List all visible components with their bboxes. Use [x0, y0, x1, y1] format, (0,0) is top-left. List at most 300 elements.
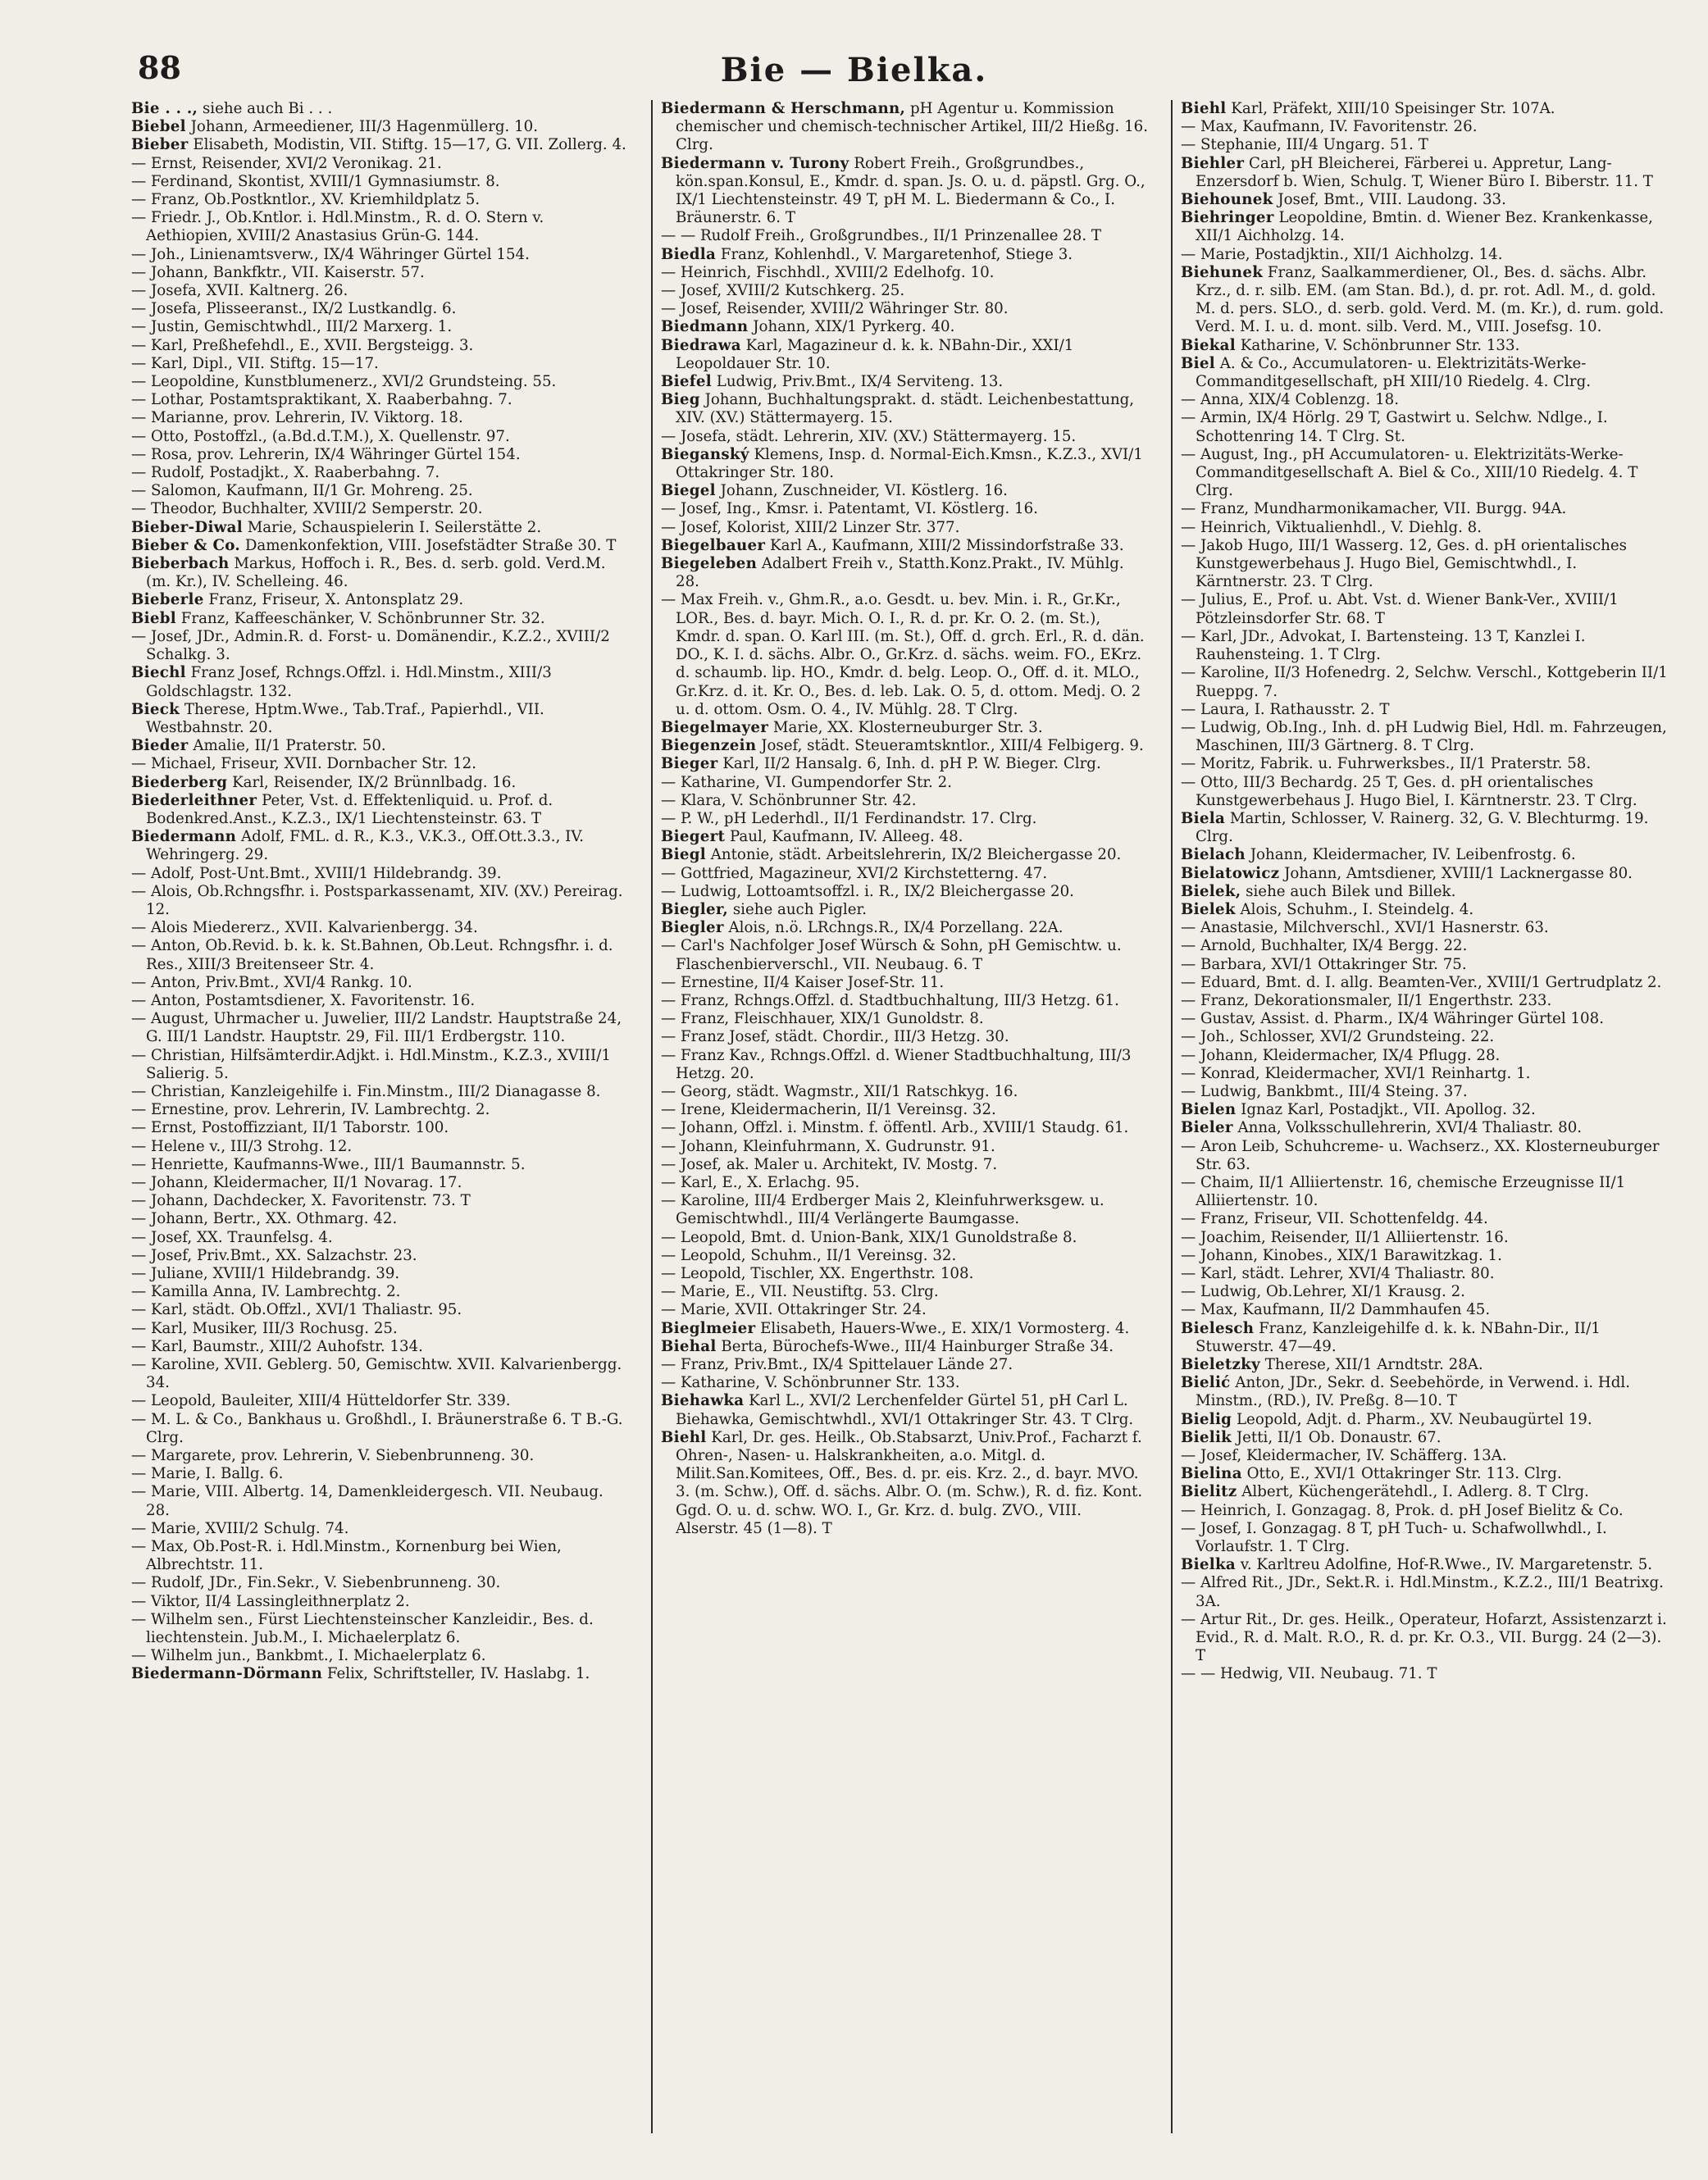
entry-headword: Biekal	[1181, 336, 1236, 354]
entry-text: — Max, Ob.Post-R. i. Hdl.Minstm., Kornenburg bei Wien, Albrechtstr. 11.	[131, 1538, 562, 1574]
entry-headword: Biehl	[1181, 100, 1227, 117]
entry-headword: Biederberg	[131, 773, 228, 791]
directory-entry	[1181, 1665, 1668, 1683]
entry-headword: Biegenzein	[661, 737, 757, 755]
directory-entry	[131, 373, 628, 391]
entry-text: Leopoldine, Bmtin. d. Wiener Bez. Krankenkasse, XII/1 Aichholzg. 14.	[1196, 209, 1653, 245]
entry-headword: Biegl	[661, 846, 706, 864]
entry-headword: Biegler,	[661, 900, 729, 918]
entry-text: — Anastasie, Milchverschl., XVI/1 Hasnerstr. 63.	[1181, 919, 1549, 937]
entry-headword: Biegeleben	[661, 555, 758, 573]
entry-text: Josef, städt. Steueramtskntlor., XIII/4 Felbigerg. 9.	[756, 737, 1144, 755]
directory-entry	[1181, 1447, 1668, 1465]
entry-headword: Biehler	[1181, 154, 1245, 172]
directory-entry	[661, 974, 1148, 992]
entry-text: — Christian, Hilfsämterdir.Adjkt. i. Hdl.Minstm., K.Z.3., XVIII/1 Salierig. 5.	[131, 1046, 611, 1082]
directory-entry	[661, 100, 1148, 155]
directory-entry	[661, 373, 1148, 391]
directory-entry	[1181, 1574, 1668, 1610]
entry-headword: Bielik	[1181, 1428, 1232, 1446]
entry-text: — Leopold, Tischler, XX. Engerthstr. 108.	[661, 1265, 974, 1282]
entry-text: — Alois, Ob.Rchngsfhr. i. Postsparkassenamt, XIV. (XV.) Pereirag. 12.	[131, 882, 623, 918]
entry-text: — Chaim, II/1 Alliiertenstr. 16, chemische Erzeugnisse II/1 Alliiertenstr. 10.	[1181, 1173, 1626, 1210]
entry-text: — Joachim, Reisender, II/1 Alliiertenstr. 16.	[1181, 1228, 1509, 1246]
directory-entry	[131, 774, 628, 792]
entry-headword: Bieber & Co.	[131, 536, 241, 554]
entry-text: Alois, n.ö. LRchngs.R., IX/4 Porzellang. 22A.	[723, 919, 1064, 937]
page-number: 88	[138, 49, 181, 86]
entry-text: — Laura, I. Rathausstr. 2. T	[1181, 700, 1390, 718]
directory-entry	[1181, 1028, 1668, 1046]
directory-entry	[131, 136, 628, 154]
entry-text: Johann, Armeediener, III/3 Hagenmüllerg. 10.	[185, 118, 539, 136]
directory-entry	[661, 1028, 1148, 1046]
directory-entry	[661, 737, 1148, 755]
entry-text: — Alfred Rit., JDr., Sekt.R. i. Hdl.Minstm., K.Z.2., III/1 Beatrixg. 3A.	[1181, 1574, 1664, 1610]
entry-text: — Jakob Hugo, III/1 Wasserg. 12, Ges. d. pH orientalisches Kunstgewerbehaus J. Hugo Biel, Gemischtwhdl., I. Kärntnerstr. 23. T Clrg.	[1181, 536, 1627, 591]
entry-text: Franz, Saalkammerdiener, Ol., Bes. d. sächs. Albr. Krz., d. r. silb. EM. (am Stan. Bd.), d. pr. rot. Adl. M., d. gold. M. d. pers. SLO., d. serb. gold. Verd. M. (m. Kr.), d. rum. gold. Verd. M. I. u. d. mont. silb. Verd. M., VIII. Josefsg. 10.	[1196, 263, 1665, 336]
directory-entry	[1181, 1065, 1668, 1083]
directory-entry	[661, 883, 1148, 901]
entry-text: Peter, Vst. d. Effektenliquid. u. Prof. d. Bodenkred.Anst., K.Z.3., IX/1 Liechtensteinstr. 63. T	[146, 791, 553, 827]
entry-text: — Ludwig, Ob.Ing., Inh. d. pH Ludwig Biel, Hdl. m. Fahrzeugen, Maschinen, III/3 Gärtnerg. 8. T Clrg.	[1181, 718, 1667, 755]
entry-headword: Biehringer	[1181, 209, 1274, 227]
directory-entry	[131, 1320, 628, 1338]
directory-entry	[1181, 100, 1668, 118]
entry-headword: Biedermann v. Turony	[661, 154, 849, 172]
directory-entry	[1181, 519, 1668, 537]
directory-entry	[131, 1356, 628, 1392]
directory-entry	[661, 719, 1148, 737]
directory-entry	[131, 1247, 628, 1265]
entry-text: — Johann, Kinobes., XIX/1 Barawitzkag. 1.	[1181, 1246, 1502, 1264]
directory-entry	[661, 428, 1148, 446]
entry-text: — Gottfried, Magazineur, XVI/2 Kirchstetterng. 47.	[661, 864, 1048, 882]
entry-text: — Johann, Bertr., XX. Othmarg. 42.	[131, 1210, 398, 1228]
directory-entry	[1181, 1210, 1668, 1228]
entry-text: — Karl, JDr., Advokat, I. Bartensteing. 13 T, Kanzlei I. Rauhensteing. 1. T Clrg.	[1181, 627, 1586, 664]
directory-entry	[131, 1538, 628, 1574]
directory-entry	[131, 173, 628, 191]
directory-entry	[661, 865, 1148, 883]
entry-headword: Biedmann	[661, 318, 749, 336]
entry-text: — Katharine, VI. Gumpendorfer Str. 2.	[661, 773, 952, 791]
directory-entry	[131, 300, 628, 318]
entry-headword: Bieber	[131, 136, 189, 154]
entry-headword: Bielina	[1181, 1465, 1242, 1483]
entry-text: — Johann, Dachdecker, X. Favoritenstr. 73. T	[131, 1192, 471, 1210]
directory-entry	[661, 1374, 1148, 1392]
entry-text: — Franz Kav., Rchngs.Offzl. d. Wiener Stadtbuchhaltung, III/3 Hetzg. 20.	[661, 1046, 1132, 1082]
directory-entry	[131, 191, 628, 209]
entry-text: — Max, Kaufmann, IV. Favoritenstr. 26.	[1181, 118, 1478, 136]
directory-entry	[131, 865, 628, 883]
directory-entry	[661, 1010, 1148, 1028]
directory-entry	[131, 446, 628, 464]
directory-entry	[661, 1156, 1148, 1174]
entry-text: — Johann, Bankfktr., VII. Kaiserstr. 57.	[131, 263, 425, 281]
directory-entry	[661, 1229, 1148, 1247]
entry-text: Johann, Buchhaltungsprakt. d. städt. Leichenbestattung, XIV. (XV.) Stättermayerg. 15.	[676, 391, 1135, 427]
directory-entry	[131, 391, 628, 409]
entry-text: Jetti, II/1 Ob. Donaustr. 67.	[1232, 1428, 1442, 1446]
entry-text: — Franz, Mundharmonikamacher, VII. Burgg. 94A.	[1181, 500, 1567, 518]
entry-text: — Klara, V. Schönbrunner Str. 42.	[661, 791, 917, 809]
entry-text: — Theodor, Buchhalter, XVIII/2 Semperstr. 20.	[131, 500, 483, 518]
entry-headword: Bieberbach	[131, 555, 230, 573]
entry-headword: Bielen	[1181, 1101, 1237, 1119]
directory-entry	[661, 1338, 1148, 1356]
entry-text: — — Rudolf Freih., Großgrundbes., II/1 Prinzenallee 28. T	[661, 227, 1102, 245]
entry-text: — Helene v., III/3 Strohg. 12.	[131, 1137, 353, 1155]
entry-text: — Julius, E., Prof. u. Abt. Vst. d. Wiener Bank-Ver., XVIII/1 Pötzleinsdorfer Str. 68. T	[1181, 591, 1619, 627]
entry-text: — Ferdinand, Skontist, XVIII/1 Gymnasiumstr. 8.	[131, 172, 500, 190]
entry-text: Therese, Hptm.Wwe., Tab.Traf., Papierhdl., VII. Westbahnstr. 20.	[146, 700, 544, 736]
entry-text: Robert Freih., Großgrundbes., kön.span.Konsul, E., Kmdr. d. span. Js. O. u. d. päpstl. Grg. O., IX/1 Liechtensteinstr. 49 T, pH M. L. Biedermann & Co., I. Bräunerstr. 6. T	[676, 154, 1145, 227]
entry-text: — Eduard, Bmt. d. I. allg. Beamten-Ver., XVIII/1 Gertrudplatz 2.	[1181, 973, 1662, 991]
entry-text: Karl L., XVI/2 Lerchenfelder Gürtel 51, pH Carl L. Biehawka, Gemischtwhdl., XVI/1 Ottakringer Str. 43. T Clrg.	[676, 1392, 1134, 1428]
entry-text: Karl, Magazineur d. k. k. NBahn-Dir., XXI/1 Leopoldauer Str. 10.	[676, 336, 1074, 372]
entry-text: — Karoline, XVII. Geblerg. 50, Gemischtw. XVII. Kalvarienbergg. 34.	[131, 1356, 622, 1392]
entry-text: Johann, Amtsdiener, XVIII/1 Lacknergasse 80.	[1279, 864, 1633, 882]
directory-entry	[661, 1392, 1148, 1428]
directory-entry	[661, 318, 1148, 336]
directory-entry	[661, 391, 1148, 427]
entry-headword: Biegelmayer	[661, 718, 769, 736]
entry-text: — Salomon, Kaufmann, II/1 Gr. Mohreng. 25.	[131, 482, 473, 500]
entry-headword: Bieger	[661, 755, 718, 773]
directory-entry	[661, 846, 1148, 864]
directory-entry	[131, 664, 628, 700]
entry-headword: Bieglmeier	[661, 1319, 756, 1337]
entry-text: — Joh., Schlosser, XVI/2 Grundsteing. 22.	[1181, 1028, 1495, 1046]
directory-entry	[131, 883, 628, 919]
directory-entry	[1181, 500, 1668, 518]
entry-text: — Michael, Friseur, XVII. Dornbacher Str. 12.	[131, 755, 477, 773]
directory-entry	[131, 500, 628, 518]
entry-text: Franz Josef, Rchngs.Offzl. i. Hdl.Minstm., XIII/3 Goldschlagstr. 132.	[146, 664, 552, 700]
entry-headword: Bielić	[1181, 1374, 1231, 1392]
entry-text: — Karoline, II/3 Hofenedrg. 2, Selchw. Verschl., Kottgeberin II/1 Rueppg. 7.	[1181, 664, 1668, 700]
directory-entry	[131, 1229, 628, 1247]
directory-entry	[131, 1392, 628, 1410]
directory-entry	[1181, 1174, 1668, 1210]
directory-entry	[131, 246, 628, 264]
entry-text: Anton, JDr., Sekr. d. Seebehörde, in Verwend. i. Hdl. Minstm., (RD.), IV. Preßg. 8—10. T	[1196, 1374, 1631, 1410]
directory-entry	[131, 1447, 628, 1465]
entry-text: — Wilhelm jun., Bankbmt., I. Michaelerplatz 6.	[131, 1647, 486, 1665]
directory-entry	[131, 100, 628, 118]
directory-entry	[661, 919, 1148, 937]
directory-entry	[661, 774, 1148, 792]
entry-headword: Biegel	[661, 482, 716, 500]
entry-text: Johann, Kleidermacher, IV. Leibenfrostg. 6.	[1245, 846, 1576, 864]
directory-entry	[131, 1483, 628, 1519]
entry-text: — Christian, Kanzleigehilfe i. Fin.Minstm., III/2 Dianagasse 8.	[131, 1082, 601, 1100]
entry-text: — Ludwig, Lottoamtsoffzl. i. R., IX/2 Bleichergasse 20.	[661, 882, 1074, 900]
directory-entry	[661, 937, 1148, 973]
directory-entry	[1181, 1247, 1668, 1265]
directory-entry	[131, 282, 628, 300]
entry-text: — August, Ing., pH Accumulatoren- u. Elektrizitäts-Werke-Commanditgesellschaft A. Biel & Co., XIII/10 Riedelg. 4. T Clrg.	[1181, 445, 1638, 500]
entry-text: — Karl, städt. Ob.Offzl., XVI/1 Thaliastr. 95.	[131, 1301, 462, 1319]
entry-headword: Bieletzky	[1181, 1356, 1260, 1374]
directory-entry	[661, 828, 1148, 846]
directory-entry	[1181, 264, 1668, 337]
entry-text: Anna, Volksschullehrerin, XVI/4 Thaliastr. 80.	[1232, 1119, 1583, 1137]
directory-entry	[661, 591, 1148, 718]
entry-text: — Ernst, Postoffizziant, II/1 Taborstr. 100.	[131, 1119, 449, 1137]
entry-text: — Josefa, städt. Lehrerin, XIV. (XV.) Stättermayerg. 15.	[661, 427, 1077, 445]
entry-text: Marie, Schauspielerin I. Seilerstätte 2.	[242, 518, 542, 536]
entry-text: — Karl, städt. Lehrer, XVI/4 Thaliastr. 80.	[1181, 1265, 1495, 1282]
entry-headword: Bieg	[661, 391, 700, 409]
entry-text: — Viktor, II/4 Lassingleithnerplatz 2.	[131, 1592, 410, 1610]
directory-entry	[131, 591, 628, 609]
entry-headword: Biehl	[661, 1428, 707, 1446]
directory-entry	[1181, 701, 1668, 719]
entry-text: siehe auch Bi . . .	[198, 100, 333, 117]
entry-headword: Bieck	[131, 700, 180, 718]
directory-entry	[131, 1338, 628, 1356]
entry-text: — Kamilla Anna, IV. Lambrechtg. 2.	[131, 1283, 401, 1301]
directory-entry	[131, 1411, 628, 1447]
directory-entry	[661, 1047, 1148, 1083]
entry-text: Paul, Kaufmann, IV. Alleeg. 48.	[725, 828, 963, 846]
entry-headword: Biehounek	[1181, 191, 1273, 209]
directory-entry	[131, 828, 628, 864]
directory-entry	[131, 428, 628, 446]
directory-entry	[661, 337, 1148, 373]
directory-entry	[661, 810, 1148, 828]
entry-text: Johann, XIX/1 Pyrkerg. 40.	[748, 318, 955, 336]
directory-entry	[1181, 883, 1668, 901]
directory-entry	[1181, 1010, 1668, 1028]
entry-text: Therese, XII/1 Arndtstr. 28A.	[1259, 1356, 1483, 1374]
directory-entry	[131, 1210, 628, 1228]
directory-entry	[131, 610, 628, 628]
entry-text: — Karl, Preßhefehdl., E., XVII. Bergsteigg. 3.	[131, 336, 474, 354]
entry-text: — Ernestine, prov. Lehrerin, IV. Lambrechtg. 2.	[131, 1101, 490, 1119]
entry-text: — Ernst, Reisender, XVI/2 Veronikag. 21.	[131, 154, 442, 172]
directory-entry	[1181, 755, 1668, 773]
entry-text: — Anton, Ob.Revid. b. k. k. St.Bahnen, Ob.Leut. Rchngsfhr. i. d. Res., XIII/3 Breitenseer Str. 4.	[131, 937, 613, 973]
directory-entry	[131, 1611, 628, 1647]
directory-entry	[131, 1465, 628, 1483]
directory-entry	[131, 482, 628, 500]
entry-text: — Franz, Priv.Bmt., IX/4 Spittelauer Lände 27.	[661, 1356, 1013, 1374]
entry-text: Johann, Zuschneider, VI. Köstlerg. 16.	[715, 482, 1008, 500]
directory-entry	[1181, 591, 1668, 627]
entry-text: — Anton, Priv.Bmt., XVI/4 Rankg. 10.	[131, 973, 412, 991]
directory-entry	[131, 1119, 628, 1137]
directory-entry	[661, 992, 1148, 1010]
entry-headword: Bieder	[131, 737, 189, 755]
entry-headword: Biedermann-Dörmann	[131, 1665, 323, 1683]
entry-text: Franz, Friseur, X. Antonsplatz 29.	[203, 591, 464, 609]
directory-entry	[1181, 664, 1668, 700]
entry-text: — Otto, Postoffzl., (a.Bd.d.T.M.), X. Quellenstr. 97.	[131, 427, 510, 445]
running-head: Bie — Bielka.	[720, 51, 988, 89]
entry-text: — Anton, Postamtsdiener, X. Favoritenstr. 16.	[131, 991, 476, 1009]
entry-text: — Alois Miedererz., XVII. Kalvarienbergg. 34.	[131, 919, 478, 937]
entry-text: — Arnold, Buchhalter, IX/4 Bergg. 22.	[1181, 937, 1468, 955]
entry-text: — Rudolf, JDr., Fin.Sekr., V. Siebenbrunneng. 30.	[131, 1574, 501, 1592]
entry-text: — Karl, Musiker, III/3 Rochusg. 25.	[131, 1319, 398, 1337]
directory-entry	[1181, 1483, 1668, 1501]
entry-text: Amalie, II/1 Praterstr. 50.	[188, 737, 386, 755]
directory-entry	[131, 1520, 628, 1538]
directory-entry	[661, 537, 1148, 555]
column-3	[1171, 100, 1673, 2133]
directory-entry	[1181, 446, 1668, 501]
entry-text: Felix, Schriftsteller, IV. Haslabg. 1.	[322, 1665, 590, 1683]
entry-text: — P. W., pH Lederhdl., II/1 Ferdinandstr. 17. Clrg.	[661, 809, 1037, 827]
directory-entry	[1181, 1556, 1668, 1574]
directory-entry	[661, 282, 1148, 300]
entry-text: pH Agentur u. Kommission chemischer und chemisch-technischer Artikel, III/2 Hießg. 16. Clrg.	[676, 100, 1148, 154]
directory-entry	[661, 1429, 1148, 1538]
entry-text: — Karl, E., X. Erlachg. 95.	[661, 1173, 860, 1191]
directory-entry	[661, 1320, 1148, 1338]
entry-text: — Artur Rit., Dr. ges. Heilk., Operateur, Hofarzt, Assistenzarzt i. Evid., R. d. Malt. R.O., R. d. pr. Kr. O.3., VII. Burgg. 24 (2—3). T	[1181, 1610, 1667, 1665]
entry-text: — Josef, Ing., Kmsr. i. Patentamt, VI. Köstlerg. 16.	[661, 500, 1038, 518]
entry-text: Markus, Hoffoch i. R., Bes. d. serb. gold. Verd.M.(m. Kr.), IV. Schelleing. 46.	[146, 555, 606, 591]
directory-entry	[131, 1593, 628, 1611]
entry-headword: Biedla	[661, 245, 717, 263]
directory-entry	[661, 264, 1148, 282]
directory-entry	[661, 555, 1148, 591]
entry-headword: Bieler	[1181, 1119, 1233, 1137]
directory-entry	[1181, 1611, 1668, 1666]
entry-text: Adalbert Freih v., Statth.Konz.Prakt., IV. Mühlg. 28.	[676, 555, 1124, 591]
entry-text: — Heinrich, Fischhdl., XVIII/2 Edelhofg. 10.	[661, 263, 995, 281]
directory-entry	[131, 409, 628, 427]
directory-entry	[131, 1574, 628, 1592]
directory-entry	[1181, 1411, 1668, 1429]
entry-text: Albert, Küchengerätehdl., I. Adlerg. 8. T Clrg.	[1237, 1483, 1589, 1501]
entry-text: — Wilhelm sen., Fürst Liechtensteinscher Kanzleidir., Bes. d. liechtenstein. Jub.M., I. Michaelerplatz 6.	[131, 1610, 594, 1647]
entry-text: Karl A., Kaufmann, XIII/2 Missindorfstraße 33.	[765, 536, 1124, 554]
directory-entry	[131, 1301, 628, 1319]
directory-entry	[1181, 1229, 1668, 1247]
entry-text: — Rudolf, Postadjkt., X. Raaberbahng. 7.	[131, 464, 440, 482]
entry-headword: Biehal	[661, 1337, 717, 1355]
entry-text: v. Karltreu Adolfine, Hof-R.Wwe., IV. Margaretenstr. 5.	[1235, 1556, 1653, 1574]
directory-entry	[131, 155, 628, 173]
entry-headword: Biederleithner	[131, 791, 257, 809]
entry-text: — Josef, XVIII/2 Kutschkerg. 25.	[661, 282, 905, 300]
directory-entry	[1181, 191, 1668, 209]
directory-entry	[661, 246, 1148, 264]
directory-entry	[1181, 974, 1668, 992]
directory-entry	[131, 992, 628, 1010]
directory-entry	[131, 118, 628, 136]
entry-text: Karl, Präfekt, XIII/10 Speisinger Str. 107A.	[1226, 100, 1555, 117]
entry-headword: Biel	[1181, 354, 1215, 372]
directory-entry	[1181, 537, 1668, 592]
entry-text: Karl, II/2 Hansalg. 6, Inh. d. pH P. W. Bieger. Clrg.	[717, 755, 1101, 773]
entry-headword: Biedrawa	[661, 336, 741, 354]
entry-text: — Josef, ak. Maler u. Architekt, IV. Mostg. 7.	[661, 1155, 998, 1173]
directory-entry	[1181, 865, 1668, 883]
entry-text: Elisabeth, Modistin, VII. Stiftg. 15—17, G. VII. Zollerg. 4.	[188, 136, 626, 154]
directory-entry	[131, 628, 628, 664]
directory-entry	[1181, 956, 1668, 974]
directory-entry	[1181, 1502, 1668, 1520]
entry-text: Alois, Schuhm., I. Steindelg. 4.	[1235, 900, 1474, 918]
directory-entry	[131, 318, 628, 336]
entry-text: Marie, XX. Klosterneuburger Str. 3.	[768, 718, 1043, 736]
directory-entry	[1181, 846, 1668, 864]
entry-text: — Gustav, Assist. d. Pharm., IX/4 Währinger Gürtel 108.	[1181, 1010, 1604, 1028]
directory-entry	[1181, 1374, 1668, 1410]
entry-text: — Georg, städt. Wagmstr., XII/1 Ratschkyg. 16.	[661, 1082, 1018, 1100]
directory-columns	[131, 100, 1673, 2141]
directory-entry	[661, 1138, 1148, 1156]
directory-entry	[661, 1101, 1148, 1119]
entry-text: — Joh., Linienamtsverw., IX/4 Währinger Gürtel 154.	[131, 245, 530, 263]
entry-headword: Biefel	[661, 373, 712, 391]
directory-entry	[1181, 992, 1668, 1010]
column-1	[131, 100, 633, 2133]
entry-text: Antonie, städt. Arbeitslehrerin, IX/2 Bleichergasse 20.	[705, 846, 1122, 864]
directory-entry	[131, 919, 628, 937]
entry-text: — Franz, Rchngs.Offzl. d. Stadtbuchhaltung, III/3 Hetzg. 61.	[661, 991, 1119, 1009]
entry-headword: Biehunek	[1181, 263, 1264, 281]
entry-text: — Konrad, Kleidermacher, XVI/1 Reinhartg. 1.	[1181, 1064, 1531, 1082]
entry-text: — Johann, Offzl. i. Minstm. f. öffentl. Arb., XVIII/1 Staudg. 61.	[661, 1119, 1129, 1137]
entry-text: siehe auch Bilek und Billek.	[1241, 882, 1456, 900]
directory-entry	[661, 1174, 1148, 1192]
entry-text: — Max, Kaufmann, II/2 Dammhaufen 45.	[1181, 1301, 1491, 1319]
directory-entry	[1181, 1301, 1668, 1319]
directory-entry	[1181, 409, 1668, 445]
directory-entry	[661, 1356, 1148, 1374]
entry-text: — Marie, I. Ballg. 6.	[131, 1465, 284, 1483]
directory-entry	[1181, 1429, 1668, 1447]
entry-headword: Bieberle	[131, 591, 204, 609]
entry-text: Josef, Bmt., VIII. Laudong. 33.	[1273, 191, 1506, 209]
entry-headword: Biela	[1181, 809, 1226, 827]
directory-entry	[661, 1265, 1148, 1283]
directory-entry	[1181, 1356, 1668, 1374]
entry-text: — Marie, XVII. Ottakringer Str. 24.	[661, 1301, 927, 1319]
directory-entry	[131, 464, 628, 482]
entry-text: — Heinrich, Viktualienhdl., V. Diehlg. 8.	[1181, 518, 1483, 536]
entry-text: Karl, Dr. ges. Heilk., Ob.Stabsarzt, Univ.Prof., Facharzt f. Ohren-, Nasen- u. Halskrankheiten, a.o. Mitgl. d. Milit.San.Komitees, Off., Bes. d. pr. eis. Krz. 2., d. bayr. MVO. 3. (m. Schw.), Off. d. sächs. Albr. O. (m. Schw.), R. d. fiz. Kont. Ggd. O. u. d. schw. WO. I., Gr. Krz. d. bulg. ZVO., VIII. Alserstr. 45 (1—8). T	[676, 1428, 1143, 1537]
directory-entry	[661, 227, 1148, 245]
entry-text: — Friedr. J., Ob.Kntlor. i. Hdl.Minstm., R. d. O. Stern v. Aethiopien, XVIII/2 Anastasius Grün-G. 144.	[131, 209, 544, 245]
directory-entry	[661, 500, 1148, 518]
entry-text: Karl, Reisender, IX/2 Brünnlbadg. 16.	[227, 773, 517, 791]
entry-text: — Katharine, V. Schönbrunner Str. 133.	[661, 1374, 960, 1392]
entry-text: — Leopold, Bauleiter, XIII/4 Hütteldorfer Str. 339.	[131, 1392, 511, 1410]
directory-entry	[661, 792, 1148, 810]
directory-entry	[131, 337, 628, 355]
entry-text: Elisabeth, Hauers-Wwe., E. XIX/1 Vormosterg. 4.	[755, 1319, 1130, 1337]
entry-text: — Juliane, XVIII/1 Hildebrandg. 39.	[131, 1265, 400, 1282]
entry-text: — Carl's Nachfolger Josef Würsch & Sohn, pH Gemischtw. u. Flaschenbierverschl., VII. Neubaug. 6. T	[661, 937, 1122, 973]
entry-text: — Marie, XVIII/2 Schulg. 74.	[131, 1519, 349, 1537]
directory-entry	[131, 701, 628, 737]
entry-text: — Rosa, prov. Lehrerin, IX/4 Währinger Gürtel 154.	[131, 445, 521, 463]
directory-entry	[131, 519, 628, 537]
directory-entry	[131, 537, 628, 555]
entry-text: Leopold, Adjt. d. Pharm., XV. Neubaugürtel 19.	[1232, 1410, 1592, 1428]
column-2	[651, 100, 1153, 2133]
entry-text: Ludwig, Priv.Bmt., IX/4 Serviteng. 13.	[711, 373, 1004, 391]
